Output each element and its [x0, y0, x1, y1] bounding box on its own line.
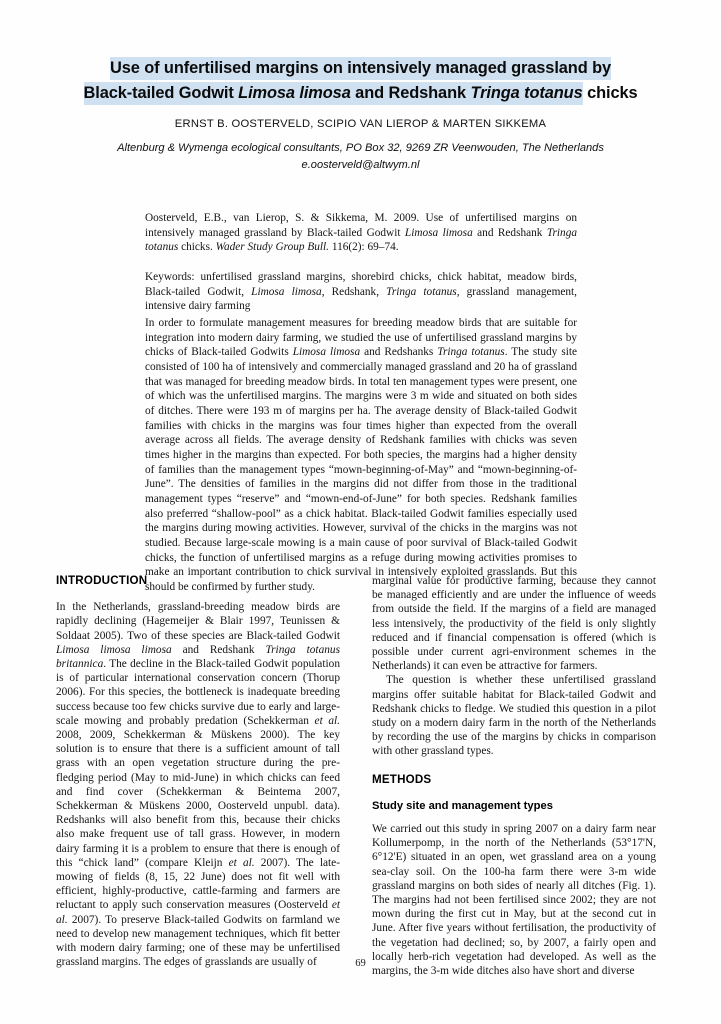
- intro-p1-etal-3: et al.: [56, 899, 340, 926]
- abstract-species-2: Tringa totanus: [437, 346, 505, 359]
- page-number: 69: [355, 958, 366, 969]
- affiliation-address: Altenburg & Wymenga ecological consultants, PO Box 32, 9269 ZR Veenwouden, The Netherlands: [117, 142, 604, 154]
- intro-p1-part-5: 2007). The late-mowing of fields (8, 15, 22 June) does not fit well with efficient, highly-productive, cattle-farming and farmers are reluctant to apply such conservation measures (Oosterveld: [56, 856, 340, 912]
- body-column-right: [372, 574, 656, 978]
- intro-p1-part-4: 2008, 2009, Schekkerman & Müskens 2000). The key solution is to ensure that there is a sufficient amount of tall grass with an open vegetation structure during the pre-fledging period (May to mid-June) in which chicks can feed and find cover (Schekkerman & Beintema 2007, Schekkerman & Müskens 2000, Oosterveld unpubl. data). Redshanks will also benefit from this, because their chicks also make frequent use of tall grass. However, in modern dairy farming it is a problem to ensure that there is enough of this “chick land” (compare Kleijn: [56, 729, 340, 869]
- abstract-part-2: and Redshanks: [360, 346, 438, 359]
- intro-paragraph-1-continued: [372, 574, 656, 673]
- body-column-left: [56, 574, 340, 969]
- page-title: [52, 56, 669, 106]
- abstract-part-1: In order to formulate management measures for breeding meadow birds that are suitable for integration into modern dairy farming, we studied the use of unfertilised grassland margins by chicks of Black-tailed Godwits: [145, 317, 577, 359]
- methods-paragraph-1: We carried out this study in spring 2007 on a dairy farm near Kollumerpomp, in the north of the Netherlands (53°17'N, 6°12'E) situated in an open, wet grassland area on a young sea-clay soil. On the 100-ha farm there were 3-m wide grassland margins on both sides of nearly all ditches (Fig. 1). The margins had not been fertilised since 2002; they are not mown during the first cut in May, but at the second cut in June. After five years without fertilisation, the productivity of the vegetation had declined; so, by 2007, a fairly open and locally herb-rich vegetation had developed. As well as the margins, the 3-m wide ditches also have short and diverse: [372, 823, 656, 978]
- abstract-species-1: Limosa limosa: [292, 346, 361, 359]
- author-list: ERNST B. OOSTERVELD, SCIPIO VAN LIEROP & MARTEN SIKKEMA: [174, 118, 547, 130]
- citation-block: [145, 211, 577, 255]
- title-line-1: [52, 56, 669, 81]
- citation-part-1: Oosterveld, E.B., van Lierop, S. & Sikkema, M. 2009. Use of unfertilised margins on intensively managed grassland by Black-tailed Godwit: [145, 212, 577, 239]
- intro-p1-species-2: Tringa totanus britannica: [56, 643, 341, 671]
- citation-part-4: 116(2): 69–74.: [329, 241, 399, 254]
- intro-p1-etal-2: et al.: [228, 856, 255, 869]
- title-line-2-tail: chicks: [582, 84, 638, 102]
- heading-methods: METHODS: [372, 772, 432, 786]
- intro-p1-species-1: Limosa limosa limosa: [56, 643, 172, 656]
- heading-study-site: Study site and management types: [372, 799, 553, 812]
- intro-p1-part-2: and Redshank: [171, 643, 266, 656]
- citation-journal: Wader Study Group Bull.: [215, 241, 330, 254]
- title-species-prefix: Black-tailed Godwit: [83, 84, 239, 102]
- heading-introduction: INTRODUCTION: [56, 574, 148, 587]
- title-species-2: Tringa totanus: [470, 84, 583, 102]
- intro-paragraph-2: The question is whether these unfertilised grassland margins offer suitable habitat for Black-tailed Godwit and Redshank chicks to fledge. We studied this question in a pilot study on a modern dairy farm in the north of the Netherlands by recording the use of the margins by chicks in comparison with other grassland types.: [372, 674, 656, 758]
- citation-part-3: chicks.: [178, 241, 216, 254]
- title-line-2: [52, 81, 669, 106]
- title-conjunction: and Redshank: [350, 84, 471, 102]
- keywords-block: [145, 270, 577, 314]
- intro-p1-etal-1: et al.: [314, 714, 340, 727]
- column-spacer: [372, 759, 656, 773]
- keywords-part-3: , grassland management, intensive dairy farming: [145, 285, 577, 313]
- intro-p1-part-6: 2007). To preserve Black-tailed Godwits on farmland we need to develop new management techniques, which fit better with modern dairy farming; one of these may be unfertilised grassland margins. The edges of grasslands are usually of: [56, 913, 340, 969]
- affiliation-email: e.oosterveld@altwym.nl: [301, 159, 420, 171]
- title-line-1-text: Use of unfertilised margins on intensively managed grassland by: [110, 57, 611, 80]
- keywords-part-2: , Redshank,: [321, 285, 387, 298]
- keywords-part-1: Keywords: unfertilised grassland margins, shorebird chicks, chick habitat, meadow birds, Black-tailed Godwit,: [145, 271, 577, 298]
- affiliation-block: [52, 140, 669, 174]
- citation-species-2: Tringa totanus: [145, 226, 577, 254]
- keywords-species-1: Limosa limosa: [251, 285, 322, 298]
- citation-species-1: Limosa limosa: [404, 226, 473, 239]
- citation-part-2: and Redshank: [472, 226, 547, 239]
- intro-paragraph-1: [56, 600, 340, 969]
- title-line-2-segment-1: [84, 82, 583, 105]
- abstract-part-3: . The study site consisted of 100 ha of intensively and commercially managed grassland and 20 ha of grassland that was managed for breeding meadow birds. In total ten management types were present, one of which was the unfertilised margins. The margins were 3 m wide and situated on both sides of ditches. There were 193 m of margins per ha. The average density of Black-tailed Godwit families with chicks in the margins was four times higher than expected from the overall average across all fields. The average density of Redshank families with chicks was seven times higher in the margins than expected. For both species, the margins had a higher density of families than the management types “mown-beginning-of-May” and “mown-beginning-of-June”. The densities of families in the margins did not differ from those in the traditional management types “reserve” and “mown-end-of-June” for both species. Redshank families also preferred “shallow-pool” as a chick habitat. Black-tailed Godwit families especially used the margins during mowing activities. However, survival of the chicks in the margins was not studied. Because large-scale mowing is a main cause of poor survival of Black-tailed Godwit chicks, the function of unfertilised margins as a refuge during mowing activities promises to make an important contribution to chick survival in intensively exploited grasslands. But this should be confirmed by further study.: [145, 346, 578, 593]
- title-species-1: Limosa limosa: [238, 84, 351, 102]
- intro-p1-part-3: . The decline in the Black-tailed Godwit population is of particular international conservation concern (Thorup 2006). For this species, the bottleneck is inadequate breeding success because too few chicks survive due to early and large-scale mowing and probably predation (Schekkerman: [56, 658, 340, 727]
- intro-p1-part-6: marginal value for productive farming, because they cannot be managed efficiently and are under the influence of weeds from outside the field. If the margins of a field are managed less intensively, the productivity of the field is only slightly reduced and if financial compensation is offered (which is possible under current agri-environment schemes in the Netherlands) it can even be attractive for farmers.: [372, 575, 656, 673]
- abstract-block: [145, 316, 577, 594]
- intro-p1-part-1: In the Netherlands, grassland-breeding meadow birds are rapidly declining (Hagemeijer & Blair 1997, Teunissen & Soldaat 2005). Two of these species are Black-tailed Godwit: [56, 601, 340, 642]
- keywords-species-2: Tringa totanus: [386, 285, 457, 298]
